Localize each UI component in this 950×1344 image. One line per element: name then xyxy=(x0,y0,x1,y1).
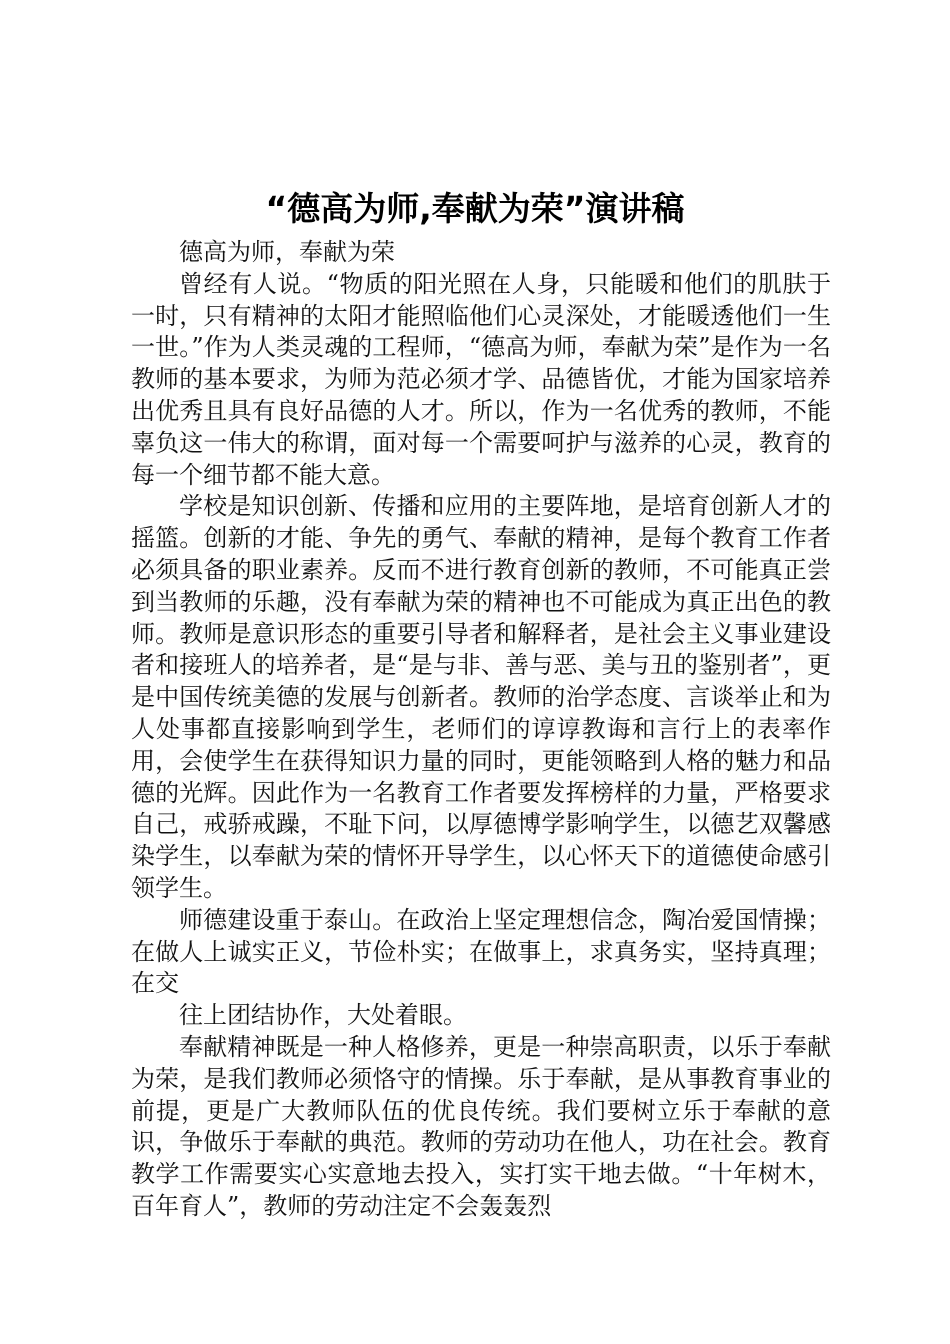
paragraph: 往上团结协作，大处着眼。 xyxy=(179,1001,467,1030)
paragraph: 曾经有人说。“物质的阳光照在人身，只能暖和他们的肌肤于一时，只有精神的太阳才能照临他们心灵深处，才能暖透他们一生一世。”作为人类灵魂的工程师，“德高为师，奉献为荣”是作为一名教师的基本要求，为师为范必须才学、品德皆优，才能为国家培养出优秀且具有良好品德的人才。所以，作为一名优秀的教师，不能辜负这一伟大的称谓，面对每一个需要呵护与滋养的心灵，教育的每一个细节都不能大意。 xyxy=(131,269,831,489)
paragraph: 奉献精神既是一种人格修养，更是一种崇高职责，以乐于奉献为荣，是我们教师必须恪守的情操。乐于奉献，是从事教育事业的前提，更是广大教师队伍的优良传统。我们要树立乐于奉献的意识，争做乐于奉献的典范。教师的劳动功在他人，功在社会。教育教学工作需要实心实意地去投入，实打实干地去做。“十年树木，百年育人”，教师的劳动注定不会轰轰烈 xyxy=(131,1032,831,1220)
document-body xyxy=(131,237,831,1223)
paragraph: 学校是知识创新、传播和应用的主要阵地，是培育创新人才的摇篮。创新的才能、争先的勇气、奉献的精神，是每个教育工作者必须具备的职业素养。反而不进行教育创新的教师，不可能真正尝到当教师的乐趣，没有奉献为荣的精神也不可能成为真正出色的教师。教师是意识形态的重要引导者和解释者，是社会主义事业建设者和接班人的培养者，是“是与非、善与恶、美与丑的鉴别者”，更是中国传统美德的发展与创新者。教师的治学态度、言谈举止和为人处事都直接影响到学生，老师们的谆谆教诲和言行上的表率作用，会使学生在获得知识力量的同时，更能领略到人格的魅力和品德的光辉。因此作为一名教育工作者要发挥榜样的力量，严格要求自己，戒骄戒躁，不耻下问，以厚德博学影响学生，以德艺双馨感染学生，以奉献为荣的情怀开导学生，以心怀天下的道德使命感引领学生。 xyxy=(131,492,831,902)
paragraph-subtitle: 德高为师，奉献为荣 xyxy=(179,238,395,266)
paragraph: 师德建设重于泰山。在政治上坚定理想信念，陶冶爱国情操；在做人上诚实正义，节俭朴实；在做事上，求真务实，坚持真理；在交 xyxy=(131,905,831,998)
document-title: “德高为师,奉献为荣”演讲稿 xyxy=(265,189,685,228)
